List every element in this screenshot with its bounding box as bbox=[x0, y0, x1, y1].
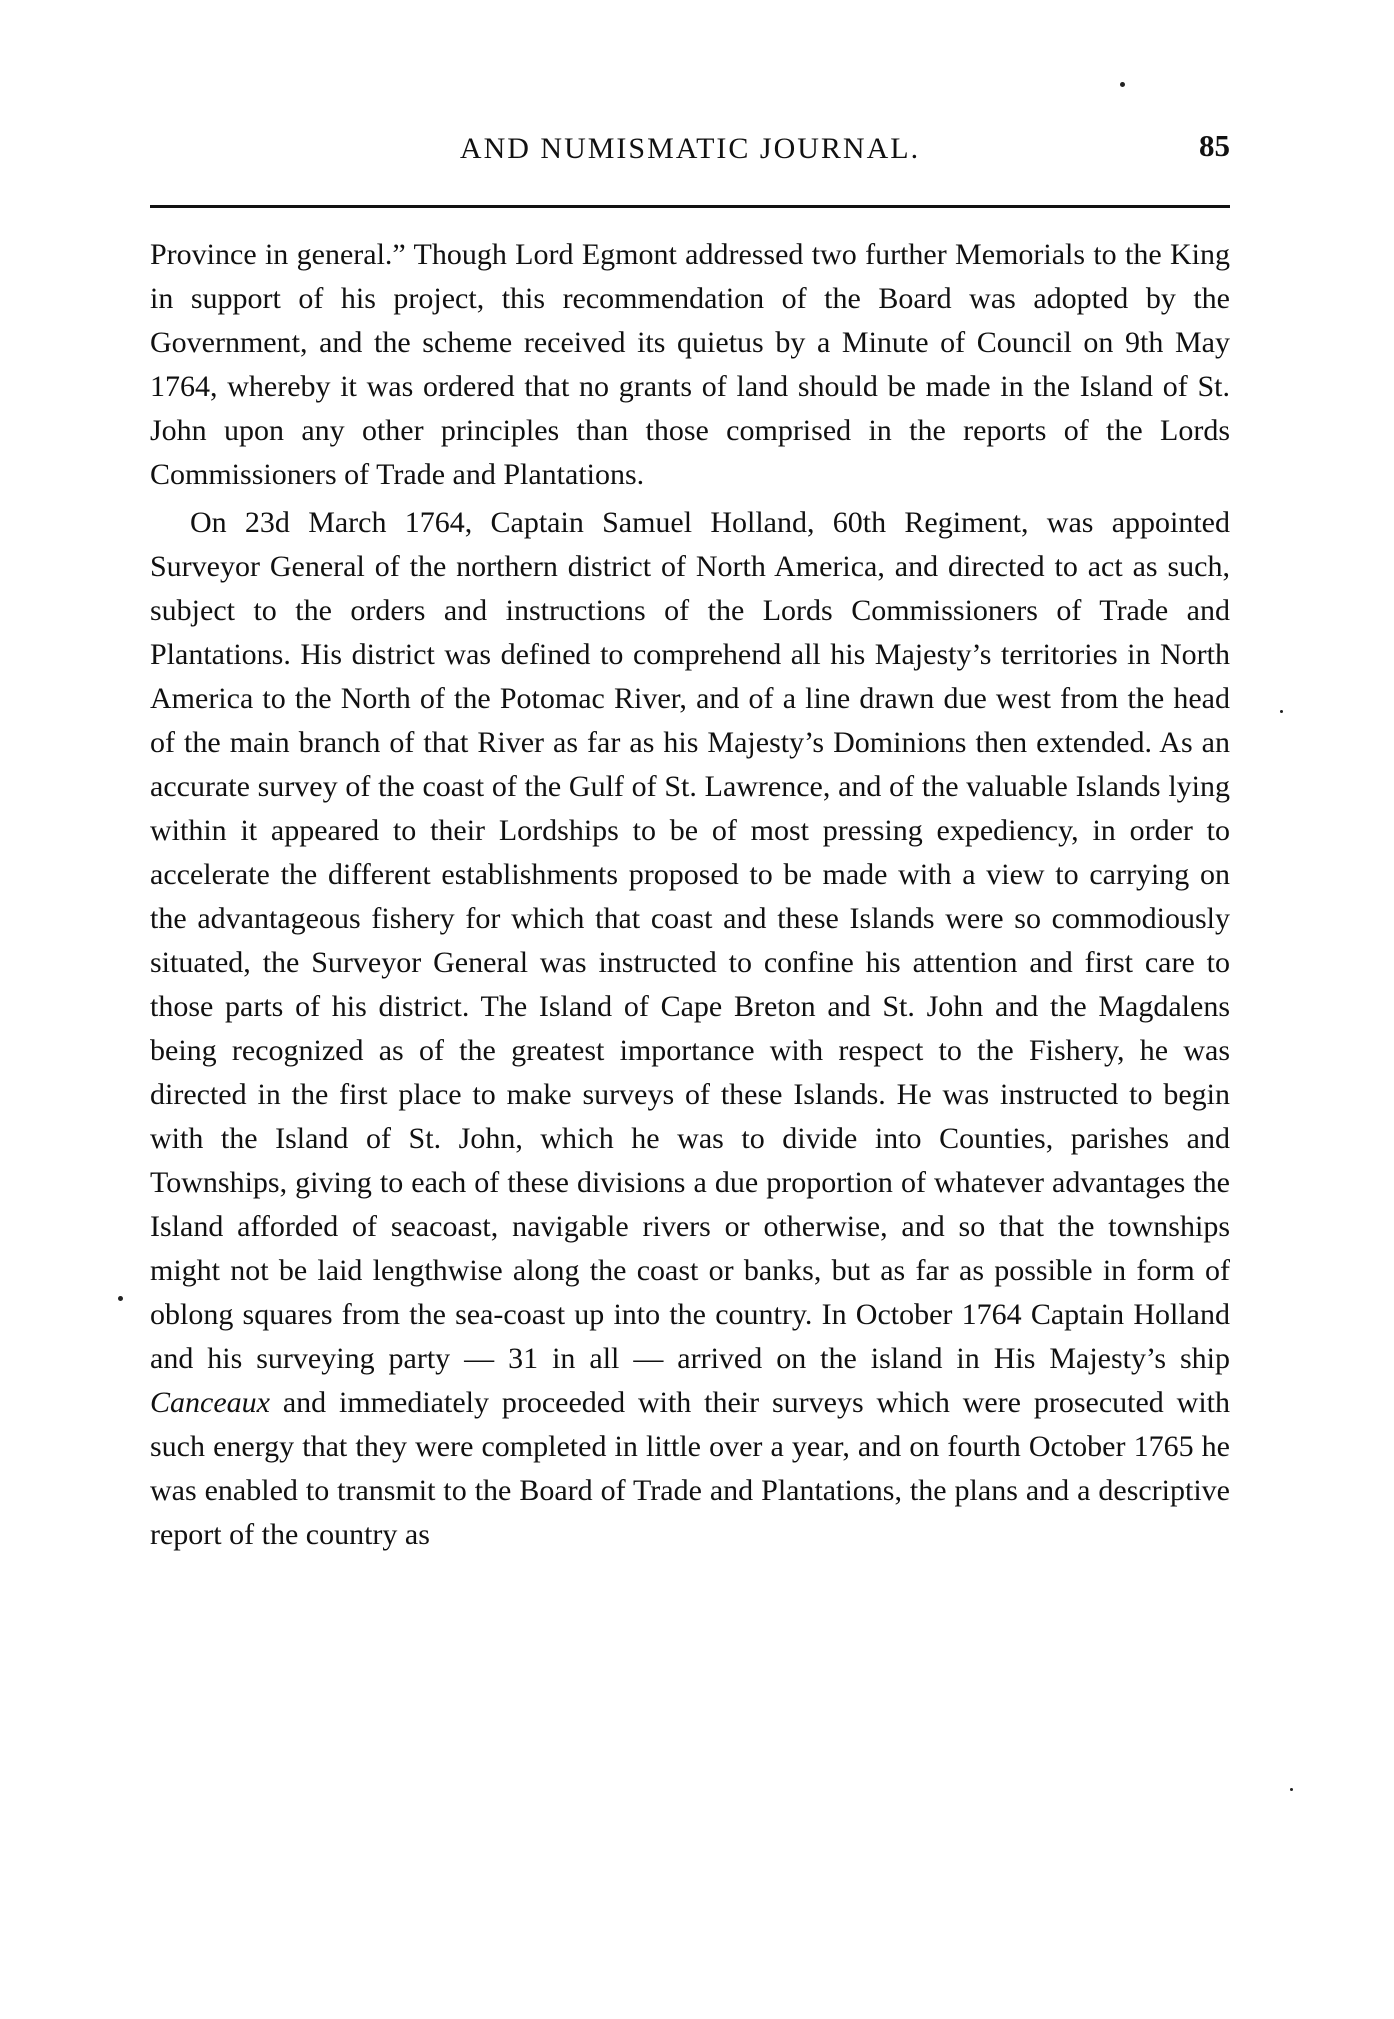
paragraph-2-text-end: and immediately proceeded with their surveys which were prosecuted with such energy that they were completed in little over a year, and on fourth October 1765 he was enabled to transmit to the Board of Trade and Plantations, the plans and a descriptive report of the country as bbox=[150, 1386, 1230, 1551]
margin-bullet-mark bbox=[118, 1296, 123, 1301]
page-number: 85 bbox=[1199, 128, 1230, 163]
running-head bbox=[150, 128, 1230, 180]
speck-mark bbox=[1280, 710, 1283, 713]
header-rule bbox=[150, 205, 1230, 208]
paragraph-2 bbox=[150, 501, 1230, 1557]
body-text bbox=[150, 233, 1230, 1557]
speck-mark bbox=[1290, 1788, 1293, 1791]
paragraph-1: Province in general.” Though Lord Egmont addressed two further Memorials to the King in support of his project, this recommendation of the Board was adopted by the Government, and the scheme received its quietus by a Minute of Council on 9th May 1764, whereby it was ordered that no grants of land should be made in the Island of St. John upon any other principles than those comprised in the reports of the Lords Commissioners of Trade and Plantations. bbox=[150, 238, 1230, 491]
speck-mark bbox=[1120, 82, 1125, 87]
running-title: AND NUMISMATIC JOURNAL. bbox=[459, 132, 921, 165]
paragraph-2-text-start: On 23d March 1764, Captain Samuel Holland, 60th Regiment, was appointed Surveyor General of the northern district of North America, and directed to act as such, subject to the orders and instructions of the Lords Commissioners of Trade and Plantations. His district was defined to comprehend all his Majesty’s territories in North America to the North of the Potomac River, and of a line drawn due west from the head of the main branch of that River as far as his Majesty’s Dominions then extended. As an accurate survey of the coast of the Gulf of St. Lawrence, and of the valuable Islands lying within it appeared to their Lordships to be of most pressing expediency, in order to accelerate the different establishments proposed to be made with a view to carrying on the advantageous fishery for which that coast and these Islands were so commodiously situated, the Surveyor General was instructed to confine his attention and first care to those parts of his district. The Island of Cape Breton and St. John and the Magdalens being recognized as of the greatest importance with respect to the Fishery, he was directed in the first place to make surveys of these Islands. He was instructed to begin with the Island of St. John, which he was to divide into Counties, parishes and Townships, giving to each of these divisions a due proportion of whatever advantages the Island afforded of seacoast, navigable rivers or otherwise, and so that the townships might not be laid lengthwise along the coast or banks, but as far as possible in form of oblong squares from the sea-coast up into the country. In October 1764 Captain Holland and his surveying party — 31 in all — arrived on the island in His Majesty’s ship bbox=[150, 506, 1230, 1375]
ship-name: Canceaux bbox=[150, 1386, 270, 1419]
